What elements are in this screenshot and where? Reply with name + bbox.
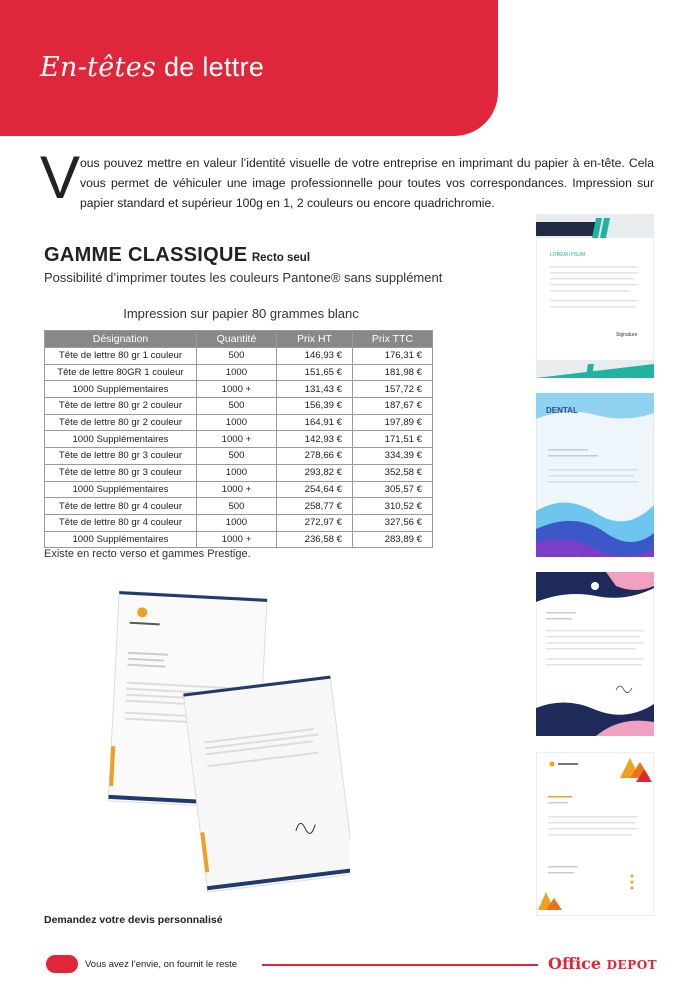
cell-designation: Tête de lettre 80 gr 3 couleur xyxy=(45,464,197,481)
table-row xyxy=(45,448,433,465)
range-title xyxy=(44,244,310,267)
letterhead-mockup-illustration xyxy=(100,585,350,895)
sample1-signature: Signature xyxy=(616,332,638,338)
cell-quantity: 1000 xyxy=(196,364,276,381)
table-row xyxy=(45,531,433,548)
cell-price-ttc: 305,57 € xyxy=(353,481,433,498)
cell-designation: 1000 Supplémentaires xyxy=(45,381,197,398)
cell-price-ttc: 197,89 € xyxy=(353,414,433,431)
cell-price-ht: 151,65 € xyxy=(276,364,352,381)
sample-letterhead-teal xyxy=(536,214,654,378)
cell-price-ht: 146,93 € xyxy=(276,348,352,365)
footnote: Existe en recto verso et gammes Prestige. xyxy=(44,548,251,560)
sample-letterhead-triangles xyxy=(536,752,654,916)
cell-quantity: 1000 xyxy=(196,414,276,431)
cell-designation: Tête de lettre 80GR 1 couleur xyxy=(45,364,197,381)
footer-pill xyxy=(46,955,78,973)
cell-price-ttc: 310,52 € xyxy=(353,498,433,515)
page-title-rest: de lettre xyxy=(156,52,265,82)
cell-price-ttc: 327,56 € xyxy=(353,514,433,531)
cell-quantity: 500 xyxy=(196,448,276,465)
sample-letterhead-waves xyxy=(536,572,654,736)
intro-dropcap: V xyxy=(40,144,81,211)
cell-quantity: 1000 + xyxy=(196,481,276,498)
table-row xyxy=(45,431,433,448)
cell-price-ht: 142,93 € xyxy=(276,431,352,448)
cell-price-ht: 236,58 € xyxy=(276,531,352,548)
table-row xyxy=(45,381,433,398)
cell-price-ttc: 187,67 € xyxy=(353,398,433,415)
range-title-main: GAMME CLASSIQUE xyxy=(44,244,248,266)
cell-designation: Tête de lettre 80 gr 1 couleur xyxy=(45,348,197,365)
cell-quantity: 1000 + xyxy=(196,431,276,448)
cell-designation: 1000 Supplémentaires xyxy=(45,431,197,448)
cell-quantity: 1000 + xyxy=(196,381,276,398)
cell-quantity: 500 xyxy=(196,398,276,415)
cell-designation: 1000 Supplémentaires xyxy=(45,531,197,548)
cell-price-ht: 258,77 € xyxy=(276,498,352,515)
table-row xyxy=(45,481,433,498)
cell-designation: Tête de lettre 80 gr 4 couleur xyxy=(45,498,197,515)
table-row xyxy=(45,348,433,365)
cell-designation: Tête de lettre 80 gr 2 couleur xyxy=(45,414,197,431)
column-header-price-ht: Prix HT xyxy=(276,331,352,348)
cell-designation: Tête de lettre 80 gr 4 couleur xyxy=(45,514,197,531)
cell-price-ht: 164,91 € xyxy=(276,414,352,431)
page-title-script: En-têtes xyxy=(40,52,157,83)
cell-price-ht: 272,97 € xyxy=(276,514,352,531)
intro-paragraph: ous pouvez mettre en valeur l’identité visuelle de votre entreprise en imprimant du papier à en-tête. Cela vous permet de véhiculer une image professionnelle pour toutes vos correspondances. Impression sur papier standard et supérieur 100g en 1, 2 couleurs ou encore quadrichromie. xyxy=(80,156,654,210)
brand-logo-second: DEPOT xyxy=(606,958,658,972)
cell-price-ttc: 283,89 € xyxy=(353,531,433,548)
cell-price-ht: 278,66 € xyxy=(276,448,352,465)
cell-quantity: 500 xyxy=(196,498,276,515)
cell-quantity: 1000 xyxy=(196,464,276,481)
table-caption: Impression sur papier 80 grammes blanc xyxy=(123,306,359,321)
table-header-row xyxy=(45,331,433,348)
cell-quantity: 500 xyxy=(196,348,276,365)
page-title xyxy=(40,52,264,83)
column-header-quantity: Quantité xyxy=(196,331,276,348)
price-table xyxy=(44,330,433,548)
cell-designation: Tête de lettre 80 gr 3 couleur xyxy=(45,448,197,465)
column-header-designation: Désignation xyxy=(45,331,197,348)
quote-request-text: Demandez votre devis personnalisé xyxy=(44,914,223,926)
brand-logo xyxy=(548,954,657,973)
sample1-heading: LOREM IPSUM xyxy=(550,252,586,258)
footer-tagline: Vous avez l’envie, on fournit le reste xyxy=(85,959,238,970)
table-row xyxy=(45,514,433,531)
cell-price-ttc: 181,98 € xyxy=(353,364,433,381)
cell-price-ht: 156,39 € xyxy=(276,398,352,415)
cell-price-ttc: 334,39 € xyxy=(353,448,433,465)
cell-price-ht: 131,43 € xyxy=(276,381,352,398)
cell-price-ht: 254,64 € xyxy=(276,481,352,498)
sample2-brand: DENTAL xyxy=(546,406,578,415)
cell-quantity: 1000 + xyxy=(196,531,276,548)
footer-divider xyxy=(262,964,538,966)
cell-quantity: 1000 xyxy=(196,514,276,531)
back-letter-sheet xyxy=(183,676,350,893)
cell-price-ht: 293,82 € xyxy=(276,464,352,481)
cell-designation: 1000 Supplémentaires xyxy=(45,481,197,498)
cell-price-ttc: 176,31 € xyxy=(353,348,433,365)
table-row xyxy=(45,464,433,481)
range-title-small: Recto seul xyxy=(251,252,311,264)
table-row xyxy=(45,414,433,431)
cell-price-ttc: 352,58 € xyxy=(353,464,433,481)
cell-price-ttc: 157,72 € xyxy=(353,381,433,398)
cell-price-ttc: 171,51 € xyxy=(353,431,433,448)
table-row xyxy=(45,364,433,381)
column-header-price-ttc: Prix TTC xyxy=(353,331,433,348)
brand-logo-main: Office xyxy=(548,954,607,973)
table-row xyxy=(45,498,433,515)
sample-letterhead-dental xyxy=(536,393,654,557)
table-row xyxy=(45,398,433,415)
cell-designation: Tête de lettre 80 gr 2 couleur xyxy=(45,398,197,415)
range-description: Possibilité d’imprimer toutes les couleurs Pantone® sans supplément xyxy=(44,270,443,285)
